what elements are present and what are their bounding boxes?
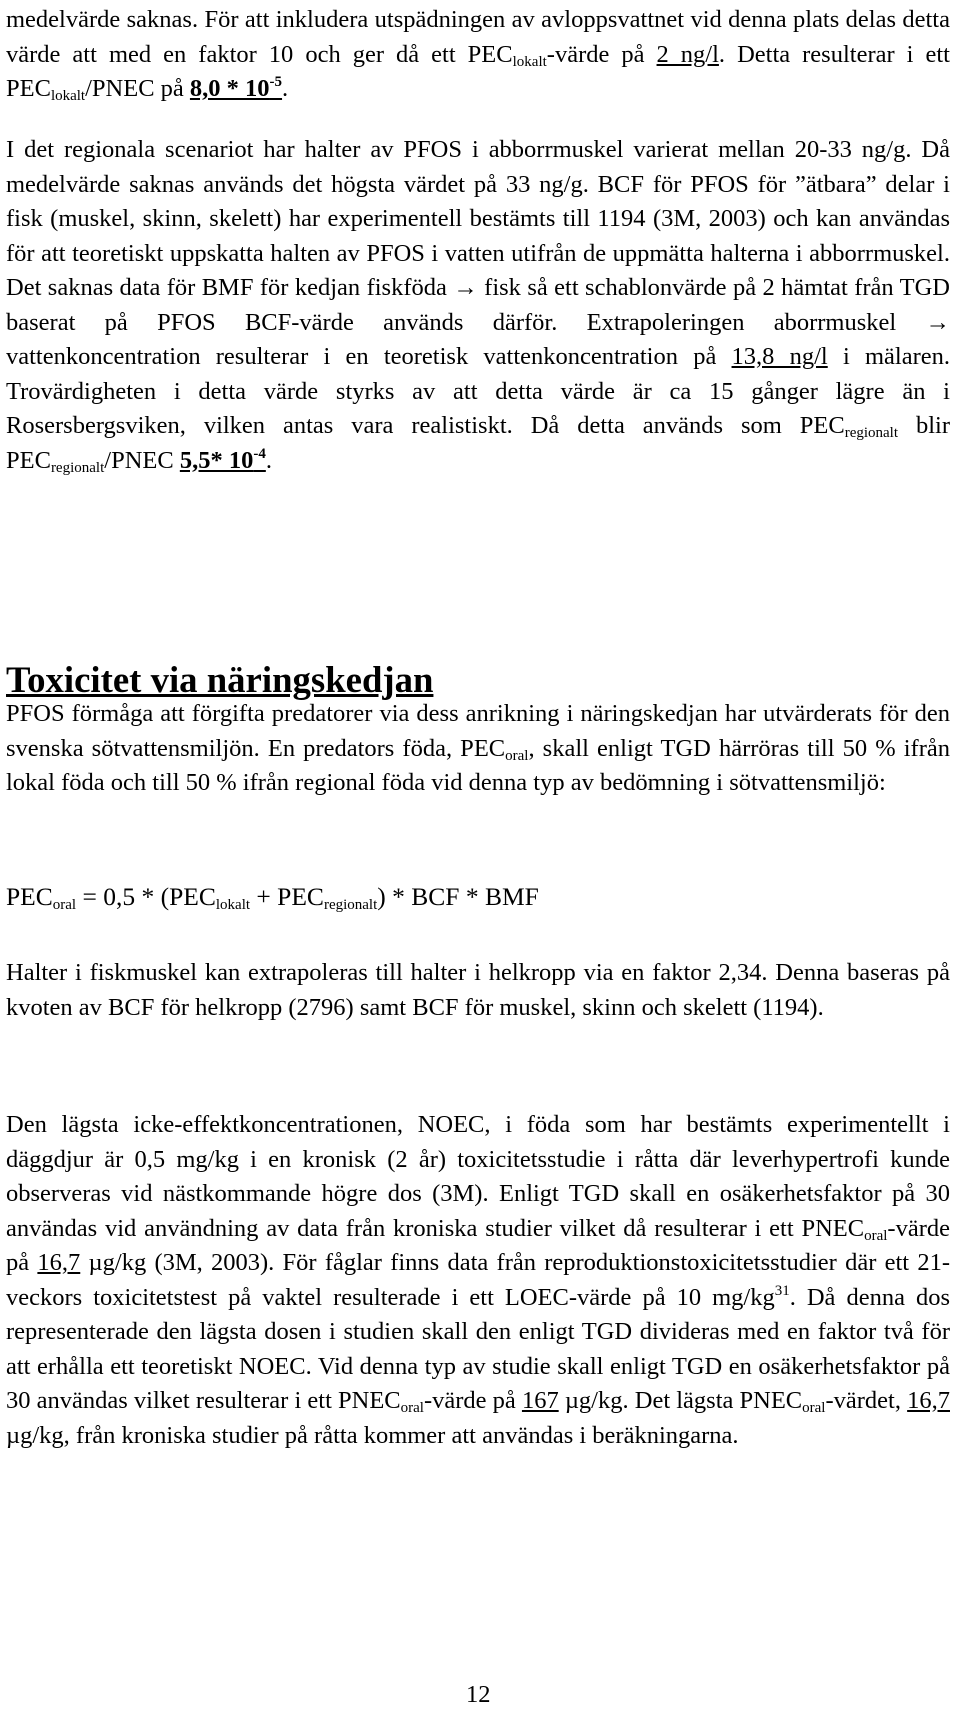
pec-oral-formula: $PEC_{oral} = 0,5 * (PEC_{lokalt} + PEC_{regionalt})$ * BCF * BMF: [6, 882, 539, 913]
water-concentration-value: 13,8 ng/l: [731, 343, 828, 370]
paragraph-extrapolation: Halter i fiskmuskel kan extrapoleras till halter i helkropp via en faktor 2,34. Denna baseras på kvoten av BCF för helkropp (2796) samt BCF för muskel, skinn och skelett (1194).: [6, 959, 950, 1021]
paragraph-local-scenario: medelvärde saknas. För att inkludera utspädningen av avloppsvattnet vid denna plats delas detta värde att med en faktor 10 och ger då ett $PEC_{lokalt}$-värde på 2 ng/l. Detta resulterar i ett $PEC_{lokalt}$/PNEC på $8,0 * 10^{-5}$.: [6, 6, 950, 104]
pec-local-value: 2 ng/l: [656, 40, 719, 68]
paragraph-noec: Den lägsta icke-effektkoncentrationen, NOEC, i föda som har bestämts experimentellt i däggdjur är 0,5 mg/kg i en kronisk (2 år) toxicitetsstudie i råtta där leverhypertrofi kunde observeras vid nästkommande högre dos (3M). Enligt TGD skall en osäkerhetsfaktor på 30 användas vid användning av data från kroniska studier vilket då resulterar i ett $PNEC_{oral}$-värde på 16,7 µg/kg (3M, 2003). För fåglar finns data från reproduktionstoxicitetsstudier där ett 21-veckors toxicitetstest på vaktel resulterade i ett LOEC-värde på 10 $mg/kg^{31}$. Då denna dos representerade den lägsta dosen i studien skall den enligt TGD divideras med en faktor två för att erhålla ett teoretiskt NOEC. Vid denna typ av studie skall enligt TGD en osäkerhetsfaktor på 30 användas vilket resulterar i ett $PNEC_{oral}$-värde på 167 µg/kg. Det lägsta $PNEC_{oral}$-värdet, 16,7 µg/kg, från kroniska studier på råtta kommer att användas i beräkningarna.: [6, 1111, 951, 1449]
section-heading: Toxicitet via näringskedjan: [6, 659, 434, 700]
pnec-oral-rat-value: 16,7: [37, 1249, 81, 1276]
pec-pnec-local-ratio: $8,0 * 10^{-5}$: [189, 74, 283, 102]
page-number: 12: [466, 1681, 491, 1708]
paragraph-regional-scenario: I det regionala scenariot har halter av PFOS i abborrmuskel varierat mellan 20-33 ng/g. Då medelvärde saknas används det högsta värdet på 33 ng/g. BCF för PFOS för ”ätbara” delar i fisk (muskel, skinn, skelett) har experimentell bestämts till 1194 (3M, 2003) och kan användas för att teoretiskt uppskatta halten av PFOS i vatten utifrån de uppmätta halterna i abborrmuskel. Det saknas data för BMF för kedjan fiskföda → fisk så ett schablonvärde på 2 hämtat från TGD baserat på PFOS BCF-värde används därför. Extrapoleringen aborrmuskel → vattenkoncentration resulterar i en teoretisk vattenkoncentration på 13,8 ng/l i mälaren. Trovärdigheten i detta värde styrks av att detta värde är ca 15 gånger lägre än i Rosersbergsviken, vilken antas vara realistiskt. Då detta används som $PEC_{regionalt}$ blir $PEC_{regionalt}$/PNEC 5,5* $10^{-4}$.: [6, 136, 950, 476]
document-page: [6, 0, 950, 1712]
lowest-pnec-oral-value: 16,7: [907, 1387, 950, 1414]
pec-pnec-regional-ratio: 5,5* $10^{-4}$: [179, 445, 266, 474]
pnec-oral-bird-value: 167: [521, 1387, 559, 1414]
paragraph-food-chain: PFOS förmåga att förgifta predatorer via dess anrikning i näringskedjan har utvärderats för den svenska sötvattensmiljön. En predators föda, $PEC_{oral}$, skall enligt TGD härröras till 50 % ifrån lokal föda och till 50 % ifrån regional föda vid denna typ av bedömning i sötvattensmiljö:: [6, 700, 950, 796]
